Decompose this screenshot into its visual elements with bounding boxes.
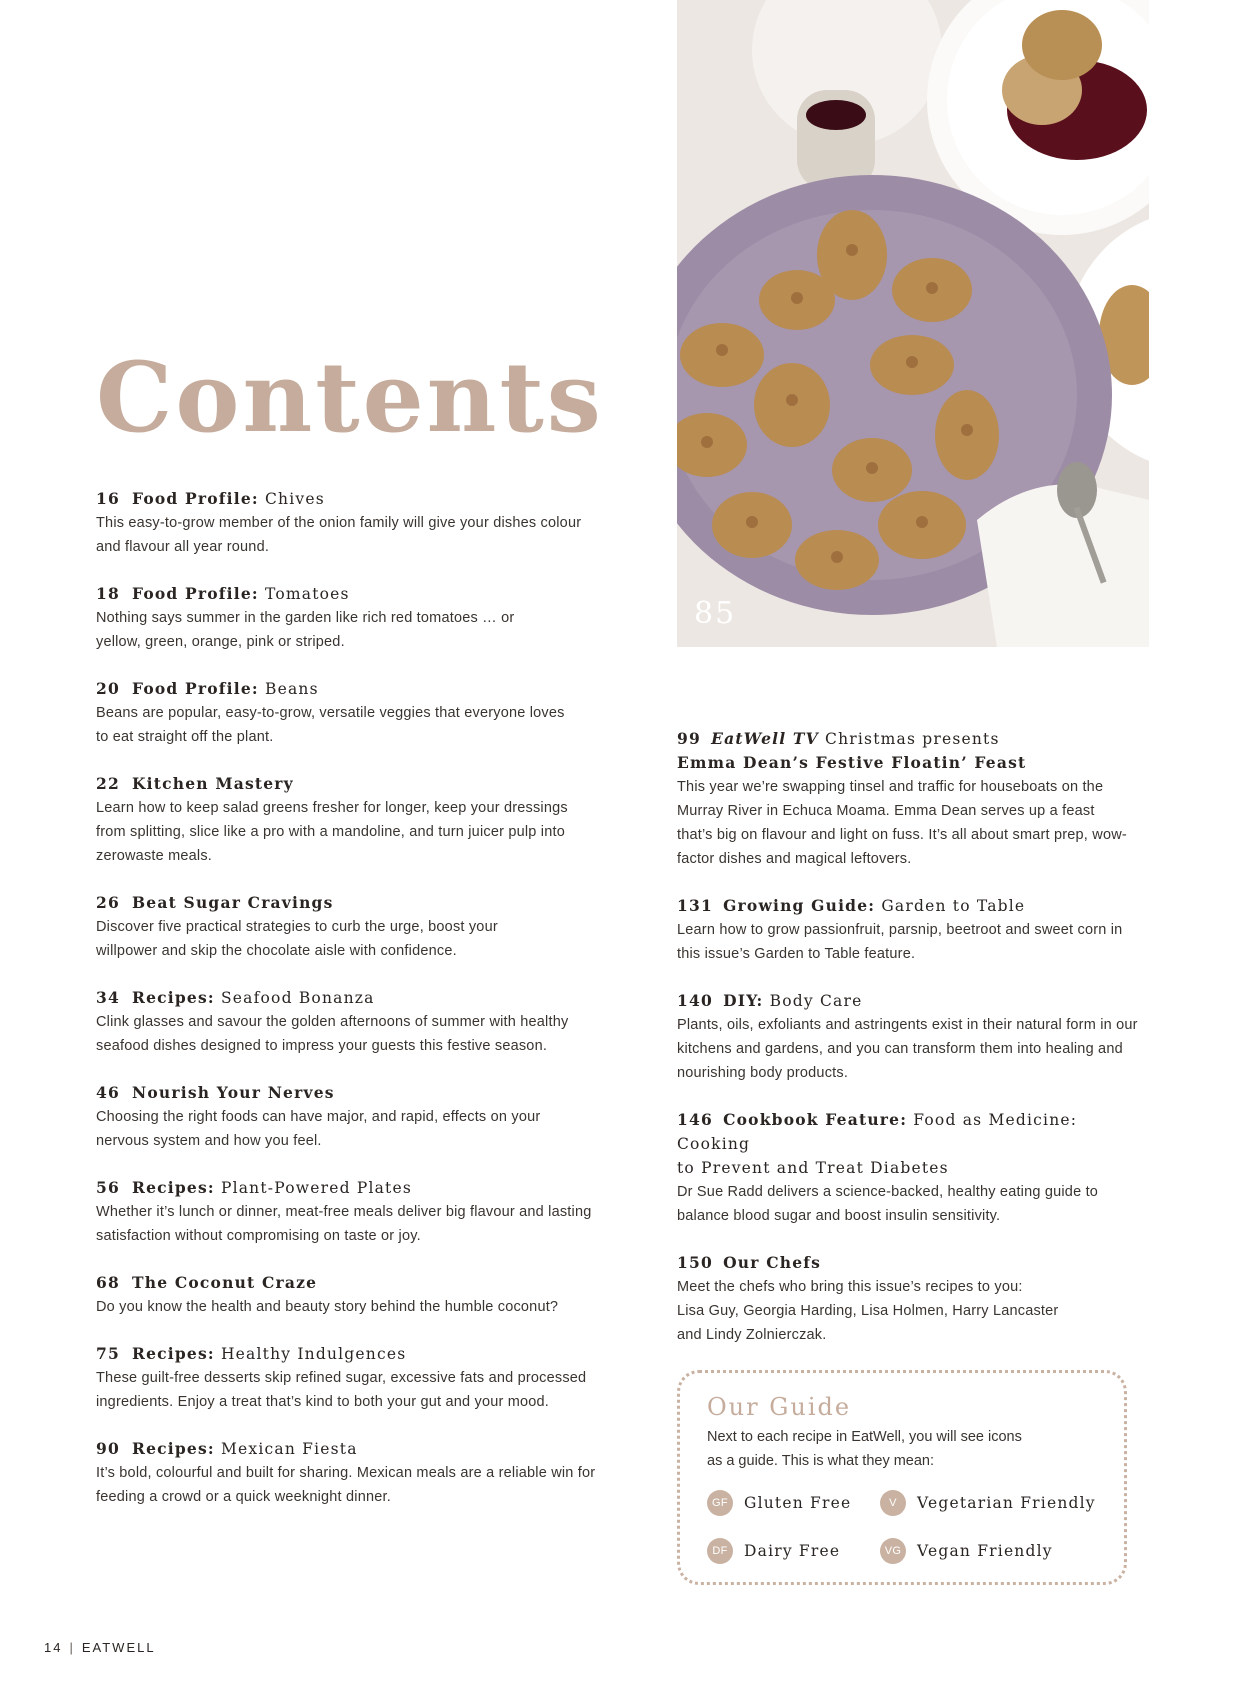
- entry-description: Discover five practical strategies to curb the urge, boost your willpower and skip the chocolate aisle with confidence.: [96, 919, 498, 959]
- entry-title: Christmas presents: [825, 730, 1000, 748]
- contents-entry[interactable]: [96, 1437, 596, 1509]
- guide-label: Dairy Free: [744, 1542, 841, 1560]
- contents-entry[interactable]: [677, 727, 1147, 871]
- contents-entry[interactable]: [96, 677, 596, 749]
- contents-entry[interactable]: [96, 772, 596, 868]
- our-guide-box: [677, 1370, 1127, 1585]
- entry-page-number: 18: [96, 584, 120, 603]
- gf-icon: GF: [707, 1490, 733, 1516]
- entry-description: Whether it’s lunch or dinner, meat-free meals deliver big flavour and lasting satisfaction without compromising on taste or joy.: [96, 1204, 592, 1244]
- guide-label: Vegan Friendly: [917, 1542, 1053, 1560]
- entry-title: Healthy Indulgences: [220, 1345, 407, 1363]
- photo-page-number: 85: [694, 596, 737, 631]
- entry-page-number: 75: [96, 1344, 120, 1363]
- entry-page-number: 131: [677, 896, 713, 915]
- guide-item-dairy-free: [707, 1538, 840, 1564]
- entry-category: Recipes:: [131, 988, 215, 1007]
- entry-category: Food Profile:: [131, 584, 259, 603]
- guide-item-vegetarian: [880, 1490, 1096, 1516]
- entry-page-number: 146: [677, 1110, 713, 1129]
- entry-description: Beans are popular, easy-to-grow, versatile veggies that everyone loves to eat straight off the plant.: [96, 705, 565, 745]
- entry-description: Plants, oils, exfoliants and astringents exist in their natural form in our kitchens and gardens, and you can transform them into healing and nourishing body products.: [677, 1017, 1138, 1081]
- entry-page-number: 22: [96, 774, 120, 793]
- entry-description: and Lindy Zolnierczak.: [677, 1327, 827, 1343]
- contents-entry[interactable]: [96, 1176, 596, 1248]
- entry-page-number: 99: [677, 729, 701, 748]
- guide-label: Vegetarian Friendly: [917, 1494, 1096, 1512]
- v-icon: V: [880, 1490, 906, 1516]
- entry-category: Recipes:: [131, 1344, 215, 1363]
- entry-category: Recipes:: [131, 1439, 215, 1458]
- contents-left-column: [96, 487, 596, 1532]
- entry-subtitle: Emma Dean’s Festive Floatin’ Feast: [677, 753, 1027, 772]
- entry-page-number: 56: [96, 1178, 120, 1197]
- entry-category: The Coconut Craze: [131, 1273, 318, 1292]
- page-title: Contents: [96, 341, 604, 454]
- contents-entry[interactable]: [677, 1108, 1147, 1228]
- contents-entry[interactable]: [96, 487, 596, 559]
- vg-icon: VG: [880, 1538, 906, 1564]
- guide-title: Our Guide: [707, 1393, 852, 1421]
- entry-title: Tomatoes: [264, 585, 350, 603]
- contents-right-column: [677, 727, 1147, 1370]
- entry-category: Beat Sugar Cravings: [131, 893, 334, 912]
- footer-magazine-name: EATWELL: [81, 1640, 156, 1655]
- entry-page-number: 34: [96, 988, 120, 1007]
- entry-title: Plant-Powered Plates: [220, 1179, 413, 1197]
- contents-entry[interactable]: [677, 1251, 1147, 1347]
- entry-category: Our Chefs: [723, 1253, 822, 1272]
- entry-page-number: 46: [96, 1083, 120, 1102]
- entry-category: Food Profile:: [131, 679, 259, 698]
- entry-category: Kitchen Mastery: [131, 774, 294, 793]
- entry-brand: EatWell TV: [711, 729, 819, 748]
- contents-entry[interactable]: [96, 986, 596, 1058]
- entry-description: Nothing says summer in the garden like rich red tomatoes … or yellow, green, orange, pink or striped.: [96, 610, 515, 650]
- entry-title: Food as Medicine: Cooking: [677, 1111, 1078, 1153]
- df-icon: DF: [707, 1538, 733, 1564]
- contents-entry[interactable]: [96, 891, 596, 963]
- entry-description: Do you know the health and beauty story behind the humble coconut?: [96, 1299, 559, 1315]
- contents-entry[interactable]: [96, 1081, 596, 1153]
- guide-label: Gluten Free: [744, 1494, 852, 1512]
- entry-title: Mexican Fiesta: [220, 1440, 358, 1458]
- entry-category: Recipes:: [131, 1178, 215, 1197]
- contents-entry[interactable]: [96, 582, 596, 654]
- entry-description: Learn how to keep salad greens fresher for longer, keep your dressings from splitting, slice like a pro with a mandoline, and turn juicer pulp into zerowaste meals.: [96, 800, 568, 864]
- baked-pears-illustration: [677, 0, 1149, 647]
- entry-page-number: 90: [96, 1439, 120, 1458]
- entry-subtitle: to Prevent and Treat Diabetes: [677, 1159, 949, 1177]
- footer-page-number: 14: [44, 1640, 63, 1655]
- entry-page-number: 26: [96, 893, 120, 912]
- entry-title: Garden to Table: [881, 897, 1026, 915]
- contents-entry[interactable]: [96, 1271, 596, 1319]
- entry-title: Chives: [264, 490, 325, 508]
- entry-category: Cookbook Feature:: [723, 1110, 908, 1129]
- footer-separator: |: [69, 1640, 75, 1655]
- entry-description: Clink glasses and savour the golden afternoons of summer with healthy seafood dishes designed to impress your guests this festive season.: [96, 1014, 569, 1054]
- entry-description: Choosing the right foods can have major, and rapid, effects on your nervous system and how you feel.: [96, 1109, 541, 1149]
- entry-category: Nourish Your Nerves: [131, 1083, 335, 1102]
- food-photo: [677, 0, 1149, 647]
- page-footer: [44, 1640, 156, 1655]
- entry-description: Learn how to grow passionfruit, parsnip, beetroot and sweet corn in this issue’s Garden to Table feature.: [677, 922, 1123, 962]
- entry-description: It’s bold, colourful and built for sharing. Mexican meals are a reliable win for feeding a crowd or a quick weeknight dinner.: [96, 1465, 596, 1505]
- entry-page-number: 150: [677, 1253, 713, 1272]
- entry-title: Seafood Bonanza: [220, 989, 375, 1007]
- entry-description: This year we’re swapping tinsel and traffic for houseboats on the Murray River in Echuca Moama. Emma Dean serves up a feast that’s big on flavour and light on fuss. It’s all about smart prep, wow-factor dishes and magical leftovers.: [677, 779, 1127, 867]
- entry-description: Meet the chefs who bring this issue’s recipes to you:: [677, 1279, 1023, 1295]
- guide-item-gluten-free: [707, 1490, 851, 1516]
- guide-text: Next to each recipe in EatWell, you will see icons as a guide. This is what they mean:: [707, 1429, 1022, 1469]
- entry-description: These guilt-free desserts skip refined sugar, excessive fats and processed ingredients. Enjoy a treat that’s kind to both your gut and your mood.: [96, 1370, 587, 1410]
- entry-description: Lisa Guy, Georgia Harding, Lisa Holmen, Harry Lancaster: [677, 1303, 1059, 1319]
- entry-title: Body Care: [769, 992, 863, 1010]
- entry-category: DIY:: [723, 991, 764, 1010]
- entry-page-number: 16: [96, 489, 120, 508]
- entry-description: Dr Sue Radd delivers a science-backed, healthy eating guide to balance blood sugar and boost insulin sensitivity.: [677, 1184, 1099, 1224]
- contents-entry[interactable]: [677, 894, 1147, 966]
- entry-page-number: 68: [96, 1273, 120, 1292]
- entry-title: Beans: [264, 680, 319, 698]
- entry-category: Growing Guide:: [723, 896, 876, 915]
- contents-entry[interactable]: [677, 989, 1147, 1085]
- entry-description: This easy-to-grow member of the onion family will give your dishes colour and flavour all year round.: [96, 515, 582, 555]
- entry-page-number: 140: [677, 991, 713, 1010]
- entry-category: Food Profile:: [131, 489, 259, 508]
- contents-entry[interactable]: [96, 1342, 596, 1414]
- guide-item-vegan: [880, 1538, 1053, 1564]
- entry-page-number: 20: [96, 679, 120, 698]
